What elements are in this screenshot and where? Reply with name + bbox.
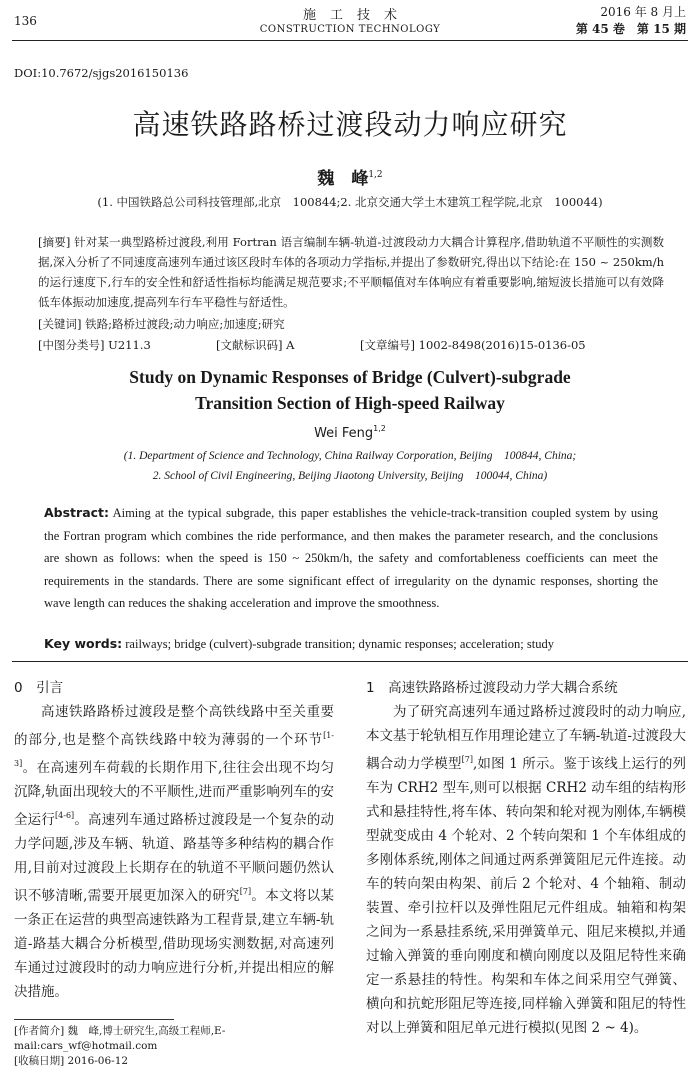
section-0-text-b: 。在高速列车荷载的长期作用下,往往会出现不均匀沉降,轨面出现较大的不平顺性,进而严重影响列车的安全运行 [14,760,334,828]
issue-volume: 第 45 卷 第 15 期 [575,22,686,36]
author-intro: [作者简介] 魏 峰,博士研究生,高级工程师,E-mail:cars_wf@hotmail.com [14,1025,226,1052]
issue-date: 2016 年 8 月上 [600,5,686,19]
section-1-text-a: 为了研究高速列车通过路桥过渡段时的动力响应,本文基于轮轨相互作用理论建立了车辆-轨道-过渡段大耦合动力学模型 [366,704,686,772]
abstract-en [44,502,658,615]
affiliation-en [0,446,700,486]
section-0-text-c: 。高速列车通过路桥过渡段是一个复杂的动力学问题,涉及车辆、轨道、路基等多种结构的耦合作用,目前对过渡段上长期存在的轨道不平顺问题仍然认识不够清晰,需要开展更加深入的研究 [14,812,335,904]
journal-title-en: CONSTRUCTION TECHNOLOGY [259,24,441,35]
keywords-zh [38,316,285,332]
section-1-paragraph [366,700,686,1040]
citation-1-3: [1-3] [14,731,334,768]
clc-value: U211.3 [108,338,151,352]
clc [38,337,151,353]
doc-code-label: [文献标识码] [216,338,283,352]
paper-title-en [0,364,700,416]
affiliation-en-line2: 2. School of Civil Engineering, Beijing Jiaotong University, Beijing 100044, China) [152,470,548,482]
affiliation-en-line1: (1. Department of Science and Technology, China Railway Corporation, Beijing 100844, China; [123,450,577,462]
abstract-zh-label: [摘要] [38,235,71,249]
abstract-en-label: Abstract: [44,505,110,520]
section-0-heading: 0 引言 [14,680,64,696]
keywords-en-text: railways; bridge (culvert)-subgrade transition; dynamic responses; acceleration; study [125,637,554,651]
keywords-en [44,636,658,652]
abstract-zh [38,232,664,312]
paper-title-en-line2: Transition Section of High-speed Railway [195,393,505,413]
affiliation-zh: (1. 中国铁路总公司科技管理部,北京 100844;2. 北京交通大学土木建筑工程学院,北京 100044) [97,195,603,209]
section-1-text-b: ,如图 1 所示。鉴于该线上运行的列车为 CRH2 型车,则可以根据 CRH2 动车组的结构形式和悬挂特性,将车体、转向架和轮对视为刚体,车辆模型就变成由 4 个轮对、2 个转向架和 1 个车体组成的多刚体系统,刚体之间通过两系弹簧阻尼元件连接。动车的转向架由构架、前后 2 个轮对、4 个轴箱、制动装置、牵引拉杆以及弹性阻尼元件组成。轴箱和构架之间为一系悬挂系统,采用弹簧单元、阻尼来模拟,并通过输入弹簧的垂向刚度和横向刚度以及阻尼特性来确定一系悬挂的特性。构架和车体之间采用空气弹簧、横向和抗蛇形阻尼等连接,同样输入弹簧和阻尼的特性对以上弹簧和阻尼单元进行模拟(见图 2 ~ 4)。 [366,756,686,1036]
article-no [360,337,586,353]
doc-code [216,337,294,353]
author-en-affil-ref: 1,2 [373,424,386,433]
body-right-column [366,676,686,1040]
section-0-text-d: 。本文将以某一条正在运营的典型高速铁路为工程背景,建立车辆-轨道-路基大耦合分析模型,借助现场实测数据,对高速列车通过过渡段时的动力响应进行分析,并提出相应的解决措施。 [14,888,334,1000]
issue-info [576,4,686,38]
footnote-rule [14,1019,174,1020]
footnote [14,1024,334,1069]
paper-title-en-line1: Study on Dynamic Responses of Bridge (Culvert)-subgrade [129,367,571,387]
author-en [0,424,700,441]
front-matter-rule [12,661,688,662]
article-no-value: 1002-8498(2016)15-0136-05 [418,338,586,352]
citation-4-6: [4-6] [55,811,75,820]
journal-title-zh: 施工技术 [302,8,411,23]
doi: DOI:10.7672/sjgs2016150136 [14,66,189,80]
author-en-name: Wei Feng [314,426,374,441]
citation-7b: [7] [461,755,473,764]
page-number: 136 [14,14,37,28]
section-1-heading: 1 高速铁路路桥过渡段动力学大耦合系统 [366,680,618,696]
abstract-zh-text: 针对某一典型路桥过渡段,利用 Fortran 语言编制车辆-轨道-过渡段动力大耦合计算程序,借助轨道不平顺性的实测数据,深入分析了不同速度高速列车通过该区段时车体的各项动力学指标,并提出了参数研究,得出以下结论:在 150 ~ 250km/h 的运行速度下,行车的安全性和舒适性指标均能满足规范要求;不平顺幅值对车体响应有着重要影响,缩短波长措施可以有效降低车体振动加速度,提高列车行车平稳性与舒适性。 [38,235,664,309]
received-date: [收稿日期] 2016-06-12 [14,1055,129,1067]
body-left-column [14,676,334,1004]
keywords-zh-text: 铁路;路桥过渡段;动力响应;加速度;研究 [85,317,285,331]
author-zh-affil-ref: 1,2 [368,170,383,180]
section-0-paragraph [14,700,334,1004]
citation-7: [7] [239,887,252,896]
keywords-zh-label: [关键词] [38,317,82,331]
author-zh [0,164,700,189]
keywords-en-label: Key words: [44,636,123,651]
header-rule [12,40,688,41]
clc-label: [中图分类号] [38,338,105,352]
doc-code-value: A [286,338,295,352]
paper-title-zh: 高速铁路路桥过渡段动力响应研究 [132,108,568,141]
section-0-text-a: 高速铁路路桥过渡段是整个高铁线路中至关重要的部分,也是整个高铁线路中较为薄弱的一个环节 [14,704,334,748]
author-zh-name: 魏 峰 [317,169,369,189]
article-no-label: [文章编号] [360,338,415,352]
abstract-en-text: Aiming at the typical subgrade, this paper establishes the vehicle-track-transition coupled system by using the Fortran program which combines the ride performance, and then makes the parameter research, and the conclusions are shown as follows: when the speed is 150 ~ 250km/h, the safety and comfortableness coefficients can meet the requirements in the standards. There are some significant effect of irregularity on the dynamic responses, shorting the wave length can reduces the shaking acceleration and improve the smoothness. [44,506,658,610]
